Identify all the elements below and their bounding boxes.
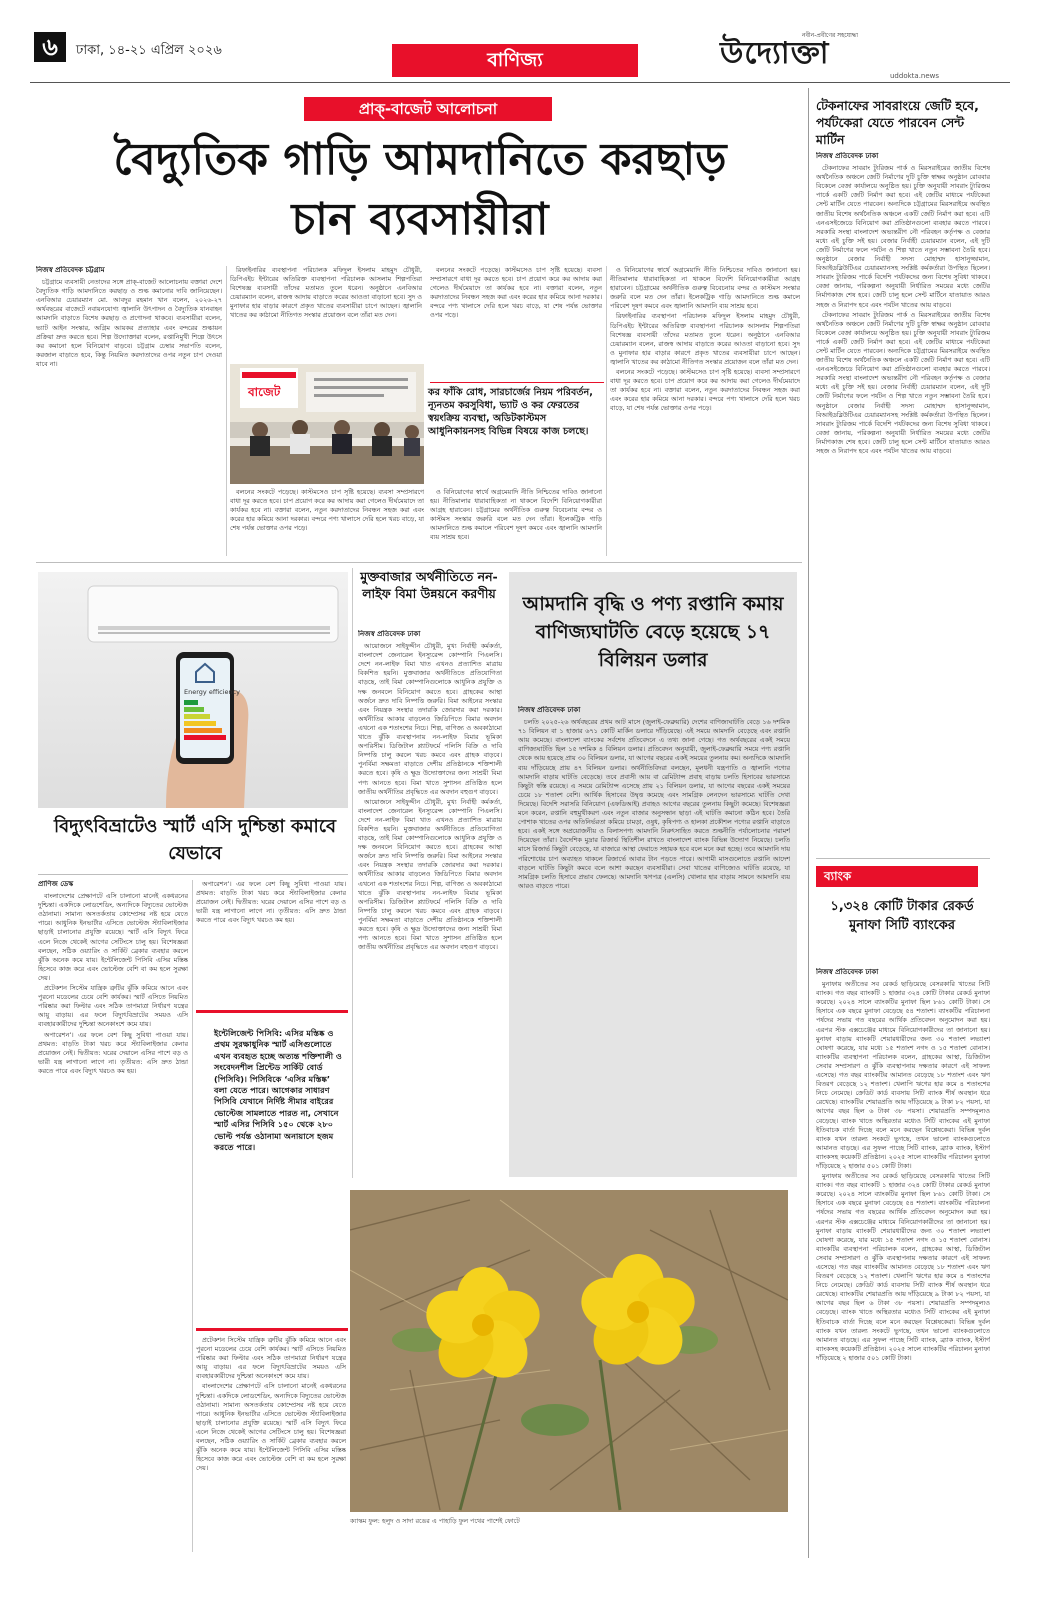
lead-column-2b	[230, 488, 424, 556]
bank-body	[816, 968, 990, 1558]
bank-text-2: মুনাফায় অতীতের সব রেকর্ড ছাড়িয়েছে বেসরকারি খাতের সিটি ব্যাংক। গত বছর ব্যাংকটি ১ হাজার ৩২৪ কোটি টাকার রেকর্ড মুনাফা করেছে। ২০২৪ সালে ব্যাংকটির মুনাফা ছিল ৮৬১ কোটি টাকা। সে হিসাবে এক বছরে মুনাফা বেড়েছে ৫৪ শতাংশ। ব্যাংকটির পরিচালনা পর্ষদের সভায় গত বছরের আর্থিক প্রতিবেদন অনুমোদন করা হয়। এরপর স্টক এক্সচেঞ্জের মাধ্যমে বিনিয়োগকারীদের তা জানানো হয়। মুনাফা বাড়ায় ব্যাংকটি শেয়ারধারীদের জন্য ৩০ শতাংশ লভ্যাংশ ঘোষণা করেছে, যার মধ্যে ১৫ শতাংশ নগদ ও ১৫ শতাংশ বোনাস। ব্যাংকটির ব্যবস্থাপনা পরিচালক বলেন, গ্রাহকের আস্থা, ডিজিটাল সেবার সম্প্রসারণ ও ঝুঁকি ব্যবস্থাপনায় দক্ষতার কারণে এই সাফল্য এসেছে। গত বছর ব্যাংকটির আমানত বেড়েছে ১৮ শতাংশ এবং ঋণ বিতরণ বেড়েছে ১২ শতাংশ। খেলাপি ঋণের হার কমে ৪ শতাংশের নিচে নেমেছে। ক্রেডিট কার্ড ব্যবসায় সিটি ব্যাংক শীর্ষ অবস্থান ধরে রেখেছে। ব্যাংকটির শেয়ারপ্রতি আয় দাঁড়িয়েছে ৯ টাকা ৮২ পয়সা, যা আগের বছর ছিল ৬ টাকা ৩৮ পয়সা। শেয়ারপ্রতি সম্পদমূল্যও বেড়েছে। ব্যাংক খাতে অস্থিরতার মধ্যেও সিটি ব্যাংকের এই মুনাফা ইতিবাচক বার্তা দিচ্ছে বলে মনে করছেন বিশ্লেষকেরা। বিভিন্ন দুর্বল ব্যাংক যখন তারল্য সংকটে ভুগছে, তখন ভালো ব্যাংকগুলোতে আমানত বাড়ছে। এর সুফল পাচ্ছে সিটি ব্যাংক, ব্র্যাক ব্যাংক, ইস্টার্ণ ব্যাংকসহ কয়েকটি প্রতিষ্ঠান। ২০২৫ সালে ব্যাংকটির পরিচালন মুনাফা দাঁড়িয়েছে ২ হাজার ৫০১ কোটি টাকা।	[816, 1172, 990, 1362]
lead-byline: নিজস্ব প্রতিবেদক চট্টগ্রাম	[36, 266, 105, 274]
header-rule	[30, 82, 1010, 83]
lead-headline	[40, 130, 800, 250]
smart-ac-image	[38, 572, 348, 808]
lead-column-1	[36, 266, 222, 556]
lead-photo-caption: কর ফাঁকি রোধ, সারচার্জের নিয়ম পরিবর্তন, ন্যূনতম করসুবিধা, ভ্যাট ও কর ফেরতের স্বয়ংক্রিয় ব্যবস্থা, অডিটকাস্টমস আধুনিকায়নসহ বিভিন্ন বিষয়ে কাজ চলছে।	[428, 387, 593, 437]
side-body	[816, 152, 990, 852]
ac-col1-text-3: অপারেশন’। এর ফলে বেশ কিছু সুবিধা পাওয়া যায়। প্রথমত: বাড়তি টাকা খরচ করে স্ট্যাবিলাইজার কেনার প্রয়োজন নেই। দ্বিতীয়ত: ঘরের দেয়ালে এসির পাশে বড় ও ভারী যন্ত্র লাগানো লাগে না। তৃতীয়ত: এসি দ্রুত ঠান্ডা করতে পারে এবং বিদ্যুৎ খরচও কম হয়।	[38, 1030, 188, 1075]
lead-col4-text-3: বলনের সংকটে পড়েছে। কাস্টমসেও চাপ সৃষ্টি হয়েছে। ব্যবসা সম্প্রসারণে বাধা দূর করতে হবে। চাপ প্রয়োগ করে কর আদায় করা গেলেও দীর্ঘমেয়াদে তা কার্যকর হবে না। বক্তারা বলেন, নতুন করদাতাদের নিবন্ধন সহজ করা এবং করের হার কমিয়ে আনা দরকার। বন্দরে পণ্য খালাসে দেরি হলে খরচ বাড়ে, যা শেষ পর্যন্ত ভোক্তার ওপর পড়ে।	[610, 368, 800, 413]
lead-headline-line1: বৈদ্যুতিক গাড়ি আমদানিতে করছাড়	[113, 134, 727, 185]
flower-photo	[350, 1190, 788, 1512]
lead-column-4	[610, 266, 800, 556]
lead-column-3b	[430, 488, 602, 556]
bank-headline: ১,৩২৪ কোটি টাকার রেকর্ড মুনাফা সিটি ব্যাংকের	[830, 899, 974, 933]
dateline: ঢাকা, ১৪-২১ এপ্রিল ২০২৬	[76, 43, 222, 58]
insurance-text-2: আয়োজনে সাইফুদ্দীন চৌধুরী, মুখ্য নির্বাহী কর্মকর্তা, বাংলাদেশ জেনারেল ইনস্যুরেন্স কোম্পানি পিএলসি। দেশে নন-লাইফ বিমা খাত এখনও প্রত্যাশিত মাত্রায় বিকশিত হয়নি। মুক্তবাজার অর্থনীতিতে প্রতিযোগিতা বাড়ছে, তাই বিমা কোম্পানিগুলোকে আধুনিক প্রযুক্তি ও দক্ষ জনবলে বিনিয়োগ করতে হবে। গ্রাহকের আস্থা অর্জনে দ্রুত দাবি নিষ্পত্তি জরুরি। বিমা আইনের সংস্কার এবং নিয়ন্ত্রক সংস্থার তদারকি জোরদার করা দরকার। অর্থনীতির আকার বাড়লেও জিডিপিতে বিমার অবদান এখনো এক শতাংশের নিচে। শিল্প, বাণিজ্য ও অবকাঠামো খাতে ঝুঁকি ব্যবস্থাপনায় নন-লাইফ বিমার ভূমিকা অপরিসীম। ডিজিটাল প্ল্যাটফর্মে পলিসি বিক্রি ও দাবি নিষ্পত্তি চালু করলে খরচ কমবে এবং গ্রাহক বাড়বে। পুনর্বিমা সক্ষমতা বাড়াতে দেশীয় প্রতিষ্ঠানকে শক্তিশালী করতে হবে। কৃষি ও ক্ষুদ্র উদ্যোক্তাদের জন্য সাশ্রয়ী বিমা পণ্য আনতে হবে। বিমা খাতে সুশাসন প্রতিষ্ঠিত হলে জাতীয় অর্থনীতির প্রবৃদ্ধিতে এর অবদান বহুগুণ বাড়বে।	[358, 797, 502, 952]
trade-text: চলতি ২০২৫-২৬ অর্থবছরের প্রথম আট মাসে (জুলাই-ফেব্রুয়ারি) দেশের বাণিজ্যঘাটতি বেড়ে ১৬ দশমিক ৭১ বিলিয়ন বা ১ হাজার ৬৭১ কোটি মার্কিন ডলারে দাঁড়িয়েছে। এই সময়ে আমদানি বেড়েছে এবং রপ্তানি আয় কমেছে। বাংলাদেশ ব্যাংকের সর্বশেষ প্রতিবেদনে এ তথ্য জানা গেছে। গত অর্থবছরের একই সময়ে বাণিজ্যঘাটতি ছিল ১৫ দশমিক ৪ বিলিয়ন ডলার। প্রতিবেদন অনুযায়ী, জুলাই-ফেব্রুয়ারি সময়ে পণ্য রপ্তানি থেকে আয় হয়েছে প্রায় ৩০ বিলিয়ন ডলার, যা আগের বছরের একই সময়ের তুলনায় কম। অন্যদিকে আমদানি ব্যয় দাঁড়িয়েছে প্রায় ৪৭ বিলিয়ন ডলার। অর্থনীতিবিদরা বলছেন, মূলধনী যন্ত্রপাতি ও জ্বালানি পণ্যের আমদানি বাড়ায় ঘাটতি বেড়েছে। তবে প্রবাসী আয় বা রেমিট্যান্স প্রবাহ বাড়ায় চলতি হিসাবের ভারসাম্যে কিছুটা স্বস্তি রয়েছে। এ সময়ে রেমিট্যান্স এসেছে প্রায় ২১ বিলিয়ন ডলার, যা আগের বছরের একই সময়ের চেয়ে ১৮ শতাংশ বেশি। আর্থিক হিসাবের উদ্বৃত্ত কমেছে এবং সামগ্রিক লেনদেন ভারসাম্যে ঘাটতি দেখা দিয়েছে। বিদেশি সরাসরি বিনিয়োগ (এফডিআই) প্রবাহও আগের বছরের তুলনায় কিছুটা কমেছে। বিশেষজ্ঞরা মনে করেন, রপ্তানি বহুমুখীকরণ এবং নতুন বাজার অনুসন্ধান ছাড়া এই ঘাটতি কমানো কঠিন হবে। তৈরি পোশাক খাতের ওপর অতিনির্ভরতা কমিয়ে চামড়া, ওষুধ, কৃষিপণ্য ও হালকা প্রকৌশল পণ্যের রপ্তানি বাড়াতে হবে। একই সঙ্গে অপ্রয়োজনীয় ও বিলাসপণ্য আমদানি নিরুৎসাহিত করতে শুল্কনীতি পর্যালোচনার পরামর্শ দিয়েছেন তাঁরা। বৈদেশিক মুদ্রার রিজার্ভ স্থিতিশীল রাখতে বাংলাদেশ ব্যাংক বিভিন্ন উদ্যোগ নিয়েছে। চলতি মাসে রিজার্ভ কিছুটা বেড়েছে, যা বাজারে আস্থা ফেরাতে সহায়ক হবে বলে মনে করা হচ্ছে। তবে আমদানি দায় পরিশোধের চাপ অব্যাহত থাকলে রিজার্ভে আবার টান পড়তে পারে। আগামী মাসগুলোতে রপ্তানি আদেশ বাড়লে ঘাটতি কিছুটা কমবে বলে আশা করছেন ব্যবসায়ীরা। সেবা খাতের বাণিজ্যেও ঘাটতি রয়েছে, যা সামগ্রিক চলতি হিসাবে প্রভাব ফেলছে। আমদানি ঋণপত্র (এলসি) খোলার হার বাড়ায় সামনে আমদানি ব্যয় আরও বাড়তে পারে।	[518, 718, 790, 890]
trade-byline: নিজস্ব প্রতিবেদক ঢাকা	[518, 706, 581, 714]
ac-column-3	[196, 1336, 346, 1552]
lead-headline-line2: চান ব্যবসায়ীরা	[291, 194, 549, 245]
ac-col1-text-2: প্রটেকশন সিস্টেম যান্ত্রিক ত্রুটির ঝুঁকি কমিয়ে আনে এবং পুরনো মডেলের চেয়ে বেশি কার্যকর। স্মার্ট এসিতে নিয়মিত পরিষ্কার করা ফিল্টার এবং সঠিক তাপমাত্রা নির্ধারণ যন্ত্রের আয়ু বাড়ায়। এর ফলে বিদ্যুৎবিভ্রাটের সময়ও এসি ব্যবহারকারীদের দুশ্চিন্তা অনেকাংশে কমে যায়।	[38, 984, 188, 1029]
lead-photo	[230, 364, 424, 484]
ac-column-2	[196, 880, 346, 1006]
side-byline: নিজস্ব প্রতিবেদক ঢাকা	[816, 152, 879, 160]
side-text-2: টেকনাফের সাবরাং ট্যুরিজম পার্ক ও মিরসরাইয়ের জাতীয় বিশেষ অর্থনৈতিক অঞ্চলে জেটি নির্মাণের দুটি চুক্তি স্বাক্ষর অনুষ্ঠান রোববার বিকেলে বেজা কার্যালয়ে অনুষ্ঠিত হয়। চুক্তি অনুযায়ী সাবরাং ট্যুরিজম পার্কে একটি জেটি নির্মাণ করা হবে। এই জেটির মাধ্যমে পর্যটকেরা সেন্ট মার্টিন যেতে পারবেন। অন্যদিকে চট্টগ্রামের মিরসরাইয়ে অবস্থিত জাতীয় বিশেষ অর্থনৈতিক অঞ্চলে একটি জেটি নির্মাণ করা হবে। এটি এনএসইজেডে বিনিয়োগ করা প্রতিষ্ঠানগুলো ব্যবহার করতে পারবে। সরকারি সংস্থা বাংলাদেশ অভ্যন্তরীণ নৌ পরিবহন কর্তৃপক্ষ ও বেজার মধ্যে এই চুক্তি সই হয়। বেজার নির্বাহী চেয়ারম্যান বলেন, এই দুটি জেটি নির্মাণের ফলে পর্যটন ও শিল্প খাতে নতুন সম্ভাবনা তৈরি হবে। অনুষ্ঠানে বেজার নির্বাহী সদস্য মোহাম্মদ হাসানুজ্জামান, বিআইডব্লিউটিএর চেয়ারম্যানসহ সংশ্লিষ্ট কর্মকর্তারা উপস্থিত ছিলেন। সাবরাং ট্যুরিজম পার্কে বিদেশি পর্যটকদের জন্য বিশেষ সুবিধা থাকবে। বেজা জানায়, পরিকল্পনা অনুযায়ী নির্ধারিত সময়ের মধ্যে জেটির নির্মাণকাজ শেষ হবে। জেটি চালু হলে সেন্ট মার্টিনে যাতায়াত আরও সহজ ও নিরাপদ হবে এবং পর্যটন খাতের আয় বাড়বে।	[816, 310, 990, 455]
lead-col1-text: চট্টগ্রামে ব্যবসায়ী নেতাদের সঙ্গে প্রাক্-বাজেট আলোচনায় বক্তারা দেশে বৈদ্যুতিক গাড়ি আমদানিতে করছাড় ও শুল্ক কমানোর দাবি জানিয়েছেন। এনবিআর চেয়ারম্যান মো. আবদুর রহমান খান বলেন, ২০২৬-২৭ অর্থবছরের বাজেটে নবায়নযোগ্য জ্বালানি উৎপাদন ও বৈদ্যুতিক যানবাহন আমদানি বাড়াতে বিশেষ করছাড় ও প্রণোদনা থাকবে। ব্যবসায়ীরা বলেন, ভ্যাট আইন সংস্কার, অগ্রিম আয়কর প্রত্যাহার এবং বন্দরের শুল্কায়ন প্রক্রিয়া দ্রুত করতে হবে। শিল্প উদ্যোক্তারা বলেন, রপ্তানিমুখী শিল্পে উৎসে কর কমানো হলে বিনিয়োগ বাড়বে। চট্টগ্রাম চেম্বার সভাপতি বলেন, করজাল বাড়াতে হবে, কিন্তু নিয়মিত করদাতাদের ওপর নতুন চাপ দেওয়া যাবে না।	[36, 278, 222, 368]
lead-kicker: প্রাক্-বাজেট আলোচনা	[304, 97, 552, 121]
insurance-text: আয়োজনে সাইফুদ্দীন চৌধুরী, মুখ্য নির্বাহী কর্মকর্তা, বাংলাদেশ জেনারেল ইনস্যুরেন্স কোম্পানি পিএলসি। দেশে নন-লাইফ বিমা খাত এখনও প্রত্যাশিত মাত্রায় বিকশিত হয়নি। মুক্তবাজার অর্থনীতিতে প্রতিযোগিতা বাড়ছে, তাই বিমা কোম্পানিগুলোকে আধুনিক প্রযুক্তি ও দক্ষ জনবলে বিনিয়োগ করতে হবে। গ্রাহকের আস্থা অর্জনে দ্রুত দাবি নিষ্পত্তি জরুরি। বিমা আইনের সংস্কার এবং নিয়ন্ত্রক সংস্থার তদারকি জোরদার করা দরকার। অর্থনীতির আকার বাড়লেও জিডিপিতে বিমার অবদান এখনো এক শতাংশের নিচে। শিল্প, বাণিজ্য ও অবকাঠামো খাতে ঝুঁকি ব্যবস্থাপনায় নন-লাইফ বিমার ভূমিকা অপরিসীম। ডিজিটাল প্ল্যাটফর্মে পলিসি বিক্রি ও দাবি নিষ্পত্তি চালু করলে খরচ কমবে এবং গ্রাহক বাড়বে। পুনর্বিমা সক্ষমতা বাড়াতে দেশীয় প্রতিষ্ঠানকে শক্তিশালী করতে হবে। কৃষি ও ক্ষুদ্র উদ্যোক্তাদের জন্য সাশ্রয়ী বিমা পণ্য আনতে হবে। বিমা খাতে সুশাসন প্রতিষ্ঠিত হলে জাতীয় অর্থনীতির প্রবৃদ্ধিতে এর অবদান বহুগুণ বাড়বে।	[358, 642, 502, 796]
masthead	[720, 32, 970, 80]
lead-column-2	[230, 266, 422, 358]
lead-col3b-text: ও বিনিয়োগের স্বার্থে অগ্রমেয়াদি নীতি নিশ্চিতের দাবিও জানানো হয়। নীতিমালার ধারাবাহিকতা না থাকলে বিদেশি বিনিয়োগকারীরা আগ্রহ হারাবেন। চট্টগ্রামের অর্থনীতিক গুরুত্ব বিবেচনায় বন্দর ও কাস্টমস সংস্কার জরুরি বলে মত দেন তাঁরা। ইলেকট্রিক গাড়ি আমদানিতে শুল্ক কমালে পরিবেশ দূষণ কমবে এবং জ্বালানি আমদানি ব্যয় সাশ্রয় হবে।	[430, 488, 602, 542]
budget-banner-word: বাজেট	[248, 385, 281, 399]
bank-byline: নিজস্ব প্রতিবেদক ঢাকা	[816, 968, 879, 976]
ac-photo	[38, 572, 348, 808]
meeting-photo-image	[230, 364, 424, 484]
lead-col3-text: বলনের সংকটে পড়েছে। কাস্টমসেও চাপ সৃষ্টি হয়েছে। ব্যবসা সম্প্রসারণে বাধা দূর করতে হবে। চাপ প্রয়োগ করে কর আদায় করা গেলেও দীর্ঘমেয়াদে তা কার্যকর হবে না। বক্তারা বলেন, নতুন করদাতাদের নিবন্ধন সহজ করা এবং করের হার কমিয়ে আনা দরকার। বন্দরে পণ্য খালাসে দেরি হলে খরচ বাড়ে, যা শেষ পর্যন্ত ভোক্তার ওপর পড়ে।	[430, 266, 602, 320]
insurance-byline: নিজস্ব প্রতিবেদক ঢাকা	[358, 630, 421, 638]
trade-body	[518, 706, 790, 1172]
lead-col2b-text: বলনের সংকটে পড়েছে। কাস্টমসেও চাপ সৃষ্টি হয়েছে। ব্যবসা সম্প্রসারণে বাধা দূর করতে হবে। চাপ প্রয়োগ করে কর আদায় করা গেলেও দীর্ঘমেয়াদে তা কার্যকর হবে না। বক্তারা বলেন, নতুন করদাতাদের নিবন্ধন সহজ করা এবং করের হার কমিয়ে আনা দরকার। বন্দরে পণ্য খালাসে দেরি হলে খরচ বাড়ে, যা শেষ পর্যন্ত ভোক্তার ওপর পড়ে।	[230, 488, 424, 533]
phone-label: Energy efficiency	[184, 688, 241, 696]
ac-col1-text: বাংলাদেশের প্রেক্ষাপটে এসি চালানো মানেই একধরনের দুশ্চিন্তা। একদিকে লোডশেডিং, অন্যদিকে বিদ্যুতের ভোল্টেজ ওঠানামা। সামান্য অসতর্কতায় কোম্প্রেসর নষ্ট হয়ে যেতে পারে। আধুনিক ইনভার্টার এসিতে ভোল্টেজ স্ট্যাবিলাইজার ছাড়াই চালানোর প্রযুক্তি রয়েছে। স্মার্ট এসি বিদ্যুৎ ফিরে এলে নিজে থেকেই আগের সেটিংসে চালু হয়। বিশেষজ্ঞরা বলছেন, সঠিক ওয়্যারিং ও সার্কিট ব্রেকার ব্যবহার করলে ঝুঁকি অনেক কমে যায়। ইন্টেলিজেন্ট পিসিবি এসির মস্তিষ্ক হিসেবে কাজ করে এবং ভোল্টেজ বেশি বা কম হলে সুরক্ষা দেয়।	[38, 892, 188, 982]
ac-col3-text-2: বাংলাদেশের প্রেক্ষাপটে এসি চালানো মানেই একধরনের দুশ্চিন্তা। একদিকে লোডশেডিং, অন্যদিকে বিদ্যুতের ভোল্টেজ ওঠানামা। সামান্য অসতর্কতায় কোম্প্রেসর নষ্ট হয়ে যেতে পারে। আধুনিক ইনভার্টার এসিতে ভোল্টেজ স্ট্যাবিলাইজার ছাড়াই চালানোর প্রযুক্তি রয়েছে। স্মার্ট এসি বিদ্যুৎ ফিরে এলে নিজে থেকেই আগের সেটিংসে চালু হয়। বিশেষজ্ঞরা বলছেন, সঠিক ওয়্যারিং ও সার্কিট ব্রেকার ব্যবহার করলে ঝুঁকি অনেক কমে যায়। ইন্টেলিজেন্ট পিসিবি এসির মস্তিষ্ক হিসেবে কাজ করে এবং ভোল্টেজ বেশি বা কম হলে সুরক্ষা দেয়।	[196, 1382, 346, 1473]
side-text: টেকনাফের সাবরাং ট্যুরিজম পার্ক ও মিরসরাইয়ের জাতীয় বিশেষ অর্থনৈতিক অঞ্চলে জেটি নির্মাণের দুটি চুক্তি স্বাক্ষর অনুষ্ঠান রোববার বিকেলে বেজা কার্যালয়ে অনুষ্ঠিত হয়। চুক্তি অনুযায়ী সাবরাং ট্যুরিজম পার্কে একটি জেটি নির্মাণ করা হবে। এই জেটির মাধ্যমে পর্যটকেরা সেন্ট মার্টিন যেতে পারবেন। অন্যদিকে চট্টগ্রামের মিরসরাইয়ে অবস্থিত জাতীয় বিশেষ অর্থনৈতিক অঞ্চলে একটি জেটি নির্মাণ করা হবে। এটি এনএসইজেডে বিনিয়োগ করা প্রতিষ্ঠানগুলো ব্যবহার করতে পারবে। সরকারি সংস্থা বাংলাদেশ অভ্যন্তরীণ নৌ পরিবহন কর্তৃপক্ষ ও বেজার মধ্যে এই চুক্তি সই হয়। বেজার নির্বাহী চেয়ারম্যান বলেন, এই দুটি জেটি নির্মাণের ফলে পর্যটন ও শিল্প খাতে নতুন সম্ভাবনা তৈরি হবে। অনুষ্ঠানে বেজার নির্বাহী সদস্য মোহাম্মদ হাসানুজ্জামান, বিআইডব্লিউটিএর চেয়ারম্যানসহ সংশ্লিষ্ট কর্মকর্তারা উপস্থিত ছিলেন। সাবরাং ট্যুরিজম পার্কে বিদেশি পর্যটকদের জন্য বিশেষ সুবিধা থাকবে। বেজা জানায়, পরিকল্পনা অনুযায়ী নির্ধারিত সময়ের মধ্যে জেটির নির্মাণকাজ শেষ হবে। জেটি চালু হলে সেন্ট মার্টিনে যাতায়াত আরও সহজ ও নিরাপদ হবে এবং পর্যটন খাতের আয় বাড়বে।	[816, 164, 990, 309]
ac-col3-text: প্রটেকশন সিস্টেম যান্ত্রিক ত্রুটির ঝুঁকি কমিয়ে আনে এবং পুরনো মডেলের চেয়ে বেশি কার্যকর। স্মার্ট এসিতে নিয়মিত পরিষ্কার করা ফিল্টার এবং সঠিক তাপমাত্রা নির্ধারণ যন্ত্রের আয়ু বাড়ায়। এর ফলে বিদ্যুৎবিভ্রাটের সময়ও এসি ব্যবহারকারীদের দুশ্চিন্তা অনেকাংশে কমে যায়।	[196, 1336, 346, 1381]
ac-headline: বিদ্যুৎবিভ্রাটেও স্মার্ট এসি দুশ্চিন্তা কমাবে যেভাবে	[53, 816, 337, 864]
ac-byline: প্রাণিজ ডেস্ক	[38, 880, 74, 888]
masthead-url: uddokta.news	[890, 72, 940, 80]
trade-headline: আমদানি বৃদ্ধি ও পণ্য রপ্তানি কমায় বাণিজ্যঘাটতি বেড়ে হয়েছে ১৭ বিলিয়ন ডলার	[522, 593, 784, 671]
side-headline: টেকনাফের সাবরাংয়ে জেটি হবে, পর্যটকেরা যেতে পারবেন সেন্ট মার্টিন	[816, 98, 979, 147]
bank-kicker: ব্যাংক	[816, 866, 978, 887]
bank-text: মুনাফায় অতীতের সব রেকর্ড ছাড়িয়েছে বেসরকারি খাতের সিটি ব্যাংক। গত বছর ব্যাংকটি ১ হাজার ৩২৪ কোটি টাকার রেকর্ড মুনাফা করেছে। ২০২৪ সালে ব্যাংকটির মুনাফা ছিল ৮৬১ কোটি টাকা। সে হিসাবে এক বছরে মুনাফা বেড়েছে ৫৪ শতাংশ। ব্যাংকটির পরিচালনা পর্ষদের সভায় গত বছরের আর্থিক প্রতিবেদন অনুমোদন করা হয়। এরপর স্টক এক্সচেঞ্জের মাধ্যমে বিনিয়োগকারীদের তা জানানো হয়। মুনাফা বাড়ায় ব্যাংকটি শেয়ারধারীদের জন্য ৩০ শতাংশ লভ্যাংশ ঘোষণা করেছে, যার মধ্যে ১৫ শতাংশ নগদ ও ১৫ শতাংশ বোনাস। ব্যাংকটির ব্যবস্থাপনা পরিচালক বলেন, গ্রাহকের আস্থা, ডিজিটাল সেবার সম্প্রসারণ ও ঝুঁকি ব্যবস্থাপনায় দক্ষতার কারণে এই সাফল্য এসেছে। গত বছর ব্যাংকটির আমানত বেড়েছে ১৮ শতাংশ এবং ঋণ বিতরণ বেড়েছে ১২ শতাংশ। খেলাপি ঋণের হার কমে ৪ শতাংশের নিচে নেমেছে। ক্রেডিট কার্ড ব্যবসায় সিটি ব্যাংক শীর্ষ অবস্থান ধরে রেখেছে। ব্যাংকটির শেয়ারপ্রতি আয় দাঁড়িয়েছে ৯ টাকা ৮২ পয়সা, যা আগের বছর ছিল ৬ টাকা ৩৮ পয়সা। শেয়ারপ্রতি সম্পদমূল্যও বেড়েছে। ব্যাংক খাতে অস্থিরতার মধ্যেও সিটি ব্যাংকের এই মুনাফা ইতিবাচক বার্তা দিচ্ছে বলে মনে করছেন বিশ্লেষকেরা। বিভিন্ন দুর্বল ব্যাংক যখন তারল্য সংকটে ভুগছে, তখন ভালো ব্যাংকগুলোতে আমানত বাড়ছে। এর সুফল পাচ্ছে সিটি ব্যাংক, ব্র্যাক ব্যাংক, ইস্টার্ণ ব্যাংকসহ কয়েকটি প্রতিষ্ঠান। ২০২৫ সালে ব্যাংকটির পরিচালন মুনাফা দাঁড়িয়েছে ২ হাজার ৫০১ কোটি টাকা।	[816, 980, 990, 1170]
lead-column-3	[430, 266, 602, 358]
lead-col4-text-2: রিফাইনারির ব্যবস্থাপনা পরিচালক মফিদুল ইসলাম মাহমুদ চৌধুরী, ডিপিএইচ ইন্টারের অতিরিক্ত ব্যবস্থাপনা পরিচালক আসলাম শিল্পপতিরা বিশেষজ্ঞ ব্যবসায়ী তাঁদের মতামত তুলে ধরেন। অনুষ্ঠানে এনবিআর চেয়ারম্যান বলেন, রাজস্ব আদায় বাড়াতে করের আওতা বাড়ানো হবে। সুদ ও মুনাফার হার বাড়ার কারণে প্রকৃত খাতের ব্যবসায়ীরা চাপে আছেন। জ্বালানি খাতের কর কাঠামো নীতিগত সংস্কার প্রয়োজন বলে তাঁরা মত দেন।	[610, 312, 800, 366]
insurance-headline: মুক্তবাজার অর্থনীতিতে নন-লাইফ বিমা উন্নয়নে করণীয়	[360, 569, 498, 601]
masthead-logo: উদ্যোক্তা	[720, 36, 830, 71]
page-number: ৬	[34, 32, 66, 62]
ac-pull-quote: ইন্টেলিজেন্ট পিসিবি: এসির মস্তিষ্ক ও প্রথম সুরক্ষাধুনিক স্মার্ট এসিগুলোতে এখন ব্যবহৃত হচ্ছে অত্যন্ত শক্তিশালী ও সংবেদনশীল প্রিন্টেড সার্কিট বোর্ড (পিসিবি)। পিসিবিকে ‘এসির মস্তিষ্ক’ বলা যেতে পারে। আগেকার সাধারণ পিসিবি যেখানে নির্দিষ্ট সীমার বাইরের ভোল্টেজ সামলাতে পারত না, সেখানে স্মার্ট এসির পিসিবি ১৫০ থেকে ২৮০ ভোল্ট পর্যন্ত ওঠানামা অনায়াসে হজম করতে পারে।	[214, 1028, 342, 1153]
lead-col4-text: ও বিনিয়োগের স্বার্থে অগ্রমেয়াদি নীতি নিশ্চিতের দাবিও জানানো হয়। নীতিমালার ধারাবাহিকতা না থাকলে বিদেশি বিনিয়োগকারীরা আগ্রহ হারাবেন। চট্টগ্রামের অর্থনীতিক গুরুত্ব বিবেচনায় বন্দর ও কাস্টমস সংস্কার জরুরি বলে মত দেন তাঁরা। ইলেকট্রিক গাড়ি আমদানিতে শুল্ক কমালে পরিবেশ দূষণ কমবে এবং জ্বালানি আমদানি ব্যয় সাশ্রয় হবে।	[610, 266, 800, 311]
flower-caption: ক্যাস্কম ফুল: হলুদ ও সাদা রঙের এ পাহাড়ি ফুল পথের পাশেই ফোটে	[350, 1517, 520, 1525]
section-label: বাণিজ্য	[392, 44, 638, 77]
lead-col2-text: রিফাইনারির ব্যবস্থাপনা পরিচালক মফিদুল ইসলাম মাহমুদ চৌধুরী, ডিপিএইচ ইন্টারের অতিরিক্ত ব্যবস্থাপনা পরিচালক আসলাম শিল্পপতিরা বিশেষজ্ঞ ব্যবসায়ী তাঁদের মতামত তুলে ধরেন। অনুষ্ঠানে এনবিআর চেয়ারম্যান বলেন, রাজস্ব আদায় বাড়াতে করের আওতা বাড়ানো হবে। সুদ ও মুনাফার হার বাড়ার কারণে প্রকৃত খাতের ব্যবসায়ীরা চাপে আছেন। জ্বালানি খাতের কর কাঠামো নীতিগত সংস্কার প্রয়োজন বলে তাঁরা মত দেন।	[230, 266, 422, 320]
yellow-flower-image	[350, 1190, 788, 1512]
insurance-body	[358, 630, 502, 1188]
ac-column-1	[38, 880, 188, 1552]
ac-col2-text: অপারেশন’। এর ফলে বেশ কিছু সুবিধা পাওয়া যায়। প্রথমত: বাড়তি টাকা খরচ করে স্ট্যাবিলাইজার কেনার প্রয়োজন নেই। দ্বিতীয়ত: ঘরের দেয়ালে এসির পাশে বড় ও ভারী যন্ত্র লাগানো লাগে না। তৃতীয়ত: এসি দ্রুত ঠান্ডা করতে পারে এবং বিদ্যুৎ খরচও কম হয়।	[196, 880, 346, 925]
masthead-tagline: নবীন-প্রবীণের সহযোদ্ধা	[802, 32, 859, 39]
